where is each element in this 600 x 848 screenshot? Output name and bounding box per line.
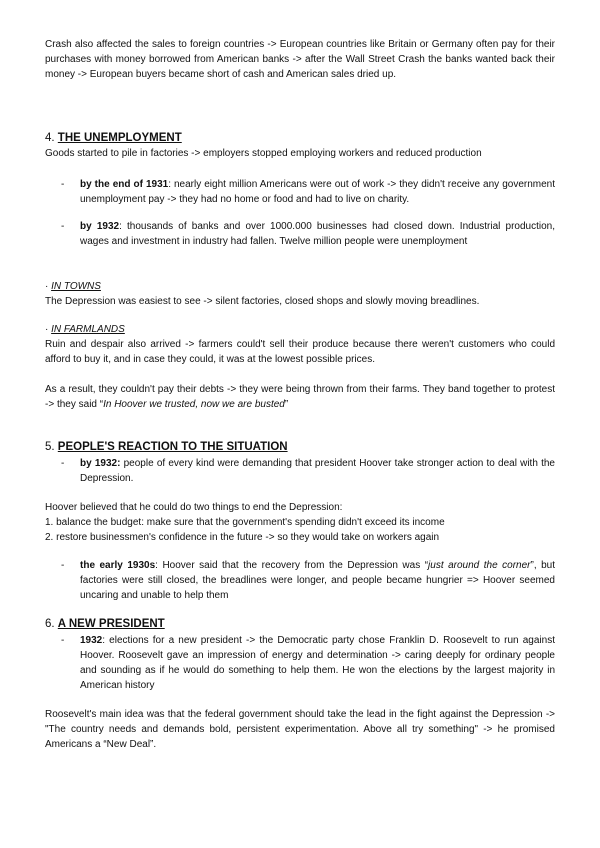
bullet-body: : elections for a new president -> the Democratic party chose Franklin D. Roosevelt to run against Hoover. Roosevelt gave an impression of energy and determination -> caring deeply for ordinary people and sounding as if he would do something to help them. He won the elections by the largest majority in American history <box>80 635 555 691</box>
roosevelt-paragraph: Roosevelt's main idea was that the federal government should take the lead in the fight against the Depression -> "The country needs and demands bold, persistent experimentation. Above all try something" -> he promised Americans a “New Deal”. <box>45 709 555 750</box>
bullet-lead: the early 1930s <box>80 560 156 571</box>
farmlands-subheading <box>45 322 555 337</box>
result-text: As a result, they couldn't pay their debts -> they were being thrown from their farms. They band together to protest -> they said “ <box>45 384 555 410</box>
paragraph-crash: Crash also affected the sales to foreign countries -> European countries like Britain or Germany often pay for their purchases with money borrowed from American banks -> after the Wall Street Crash the banks wanted back their money -> European buyers became short of cash and American sales dried up. <box>45 39 555 80</box>
hoover-item-1: 1. balance the budget: make sure that the government's spending didn't exceed its income <box>45 517 445 528</box>
subheading-prefix: · <box>45 281 52 292</box>
bullet-dash: - <box>61 221 65 232</box>
section-5-number: 5. <box>45 441 58 453</box>
towns-text: The Depression was easiest to see -> silent factories, closed shops and slowly moving breadlines. <box>45 296 480 307</box>
bullet-dash: - <box>61 179 65 190</box>
hoover-item-2: 2. restore businessmen's confidence in the future -> so they would take on workers again <box>45 532 440 543</box>
hoover-intro: Hoover believed that he could do two things to end the Depression: <box>45 502 343 513</box>
section-6-number: 6. <box>45 618 58 630</box>
section-4-intro: Goods started to pile in factories -> employers stopped employing workers and reduced production <box>45 148 482 159</box>
bullet-body-end: ”, but factories were still closed, the breadlines were longer, and people became hungrier => Hoover seemed uncaring and unable to help them <box>80 560 556 601</box>
bullet-body: : nearly eight million Americans were out of work -> they didn't receive any government unemployment pay -> they had no home or food and had to live on charity. <box>80 179 556 205</box>
section-5-title: PEOPLE'S REACTION TO THE SITUATION <box>57 441 288 453</box>
bullet-body: : Hoover said that the recovery from the Depression was “ <box>155 560 429 571</box>
bullet-dash: - <box>61 560 65 571</box>
bullet-text <box>80 219 555 249</box>
bullet-lead: 1932 <box>80 635 103 646</box>
section-4-number: 4. <box>45 132 58 144</box>
section-5-heading <box>45 440 555 455</box>
section-4-heading <box>45 131 555 146</box>
bullet-text <box>80 456 555 486</box>
section-6-heading <box>45 617 555 632</box>
bullet-quote: just around the corner <box>428 560 531 571</box>
subheading-prefix: · <box>45 324 52 335</box>
towns-subheading <box>45 279 555 294</box>
bullet-text <box>80 558 555 603</box>
farmlands-text: Ruin and despair also arrived -> farmers could't sell their produce because there weren't customers who could afford to buy it, and in case they could, it was at the lowest possible prices. <box>45 339 555 365</box>
bullet-lead: by 1932 <box>80 221 120 232</box>
bullet-text <box>80 633 555 693</box>
result-paragraph <box>45 382 555 412</box>
bullet-dash: - <box>61 458 65 469</box>
result-quote: In Hoover we trusted, now we are busted <box>103 399 285 410</box>
farmlands-label: IN FARMLANDS <box>51 324 125 335</box>
result-close: ” <box>284 399 289 410</box>
bullet-lead: by 1932: <box>80 458 121 469</box>
bullet-dash: - <box>61 635 65 646</box>
towns-label: IN TOWNS <box>51 281 101 292</box>
bullet-body: : thousands of banks and over 1000.000 businesses had closed down. Industrial production, wages and investment in industry had fallen. Twelve million people were unemployment <box>80 221 556 247</box>
section-4-title: THE UNEMPLOYMENT <box>57 132 182 144</box>
bullet-lead: by the end of 1931 <box>80 179 169 190</box>
bullet-body: people of every kind were demanding that president Hoover take stronger action to deal with the Depression. <box>80 458 555 484</box>
bullet-text <box>80 177 555 207</box>
section-6-title: A NEW PRESIDENT <box>57 618 165 630</box>
